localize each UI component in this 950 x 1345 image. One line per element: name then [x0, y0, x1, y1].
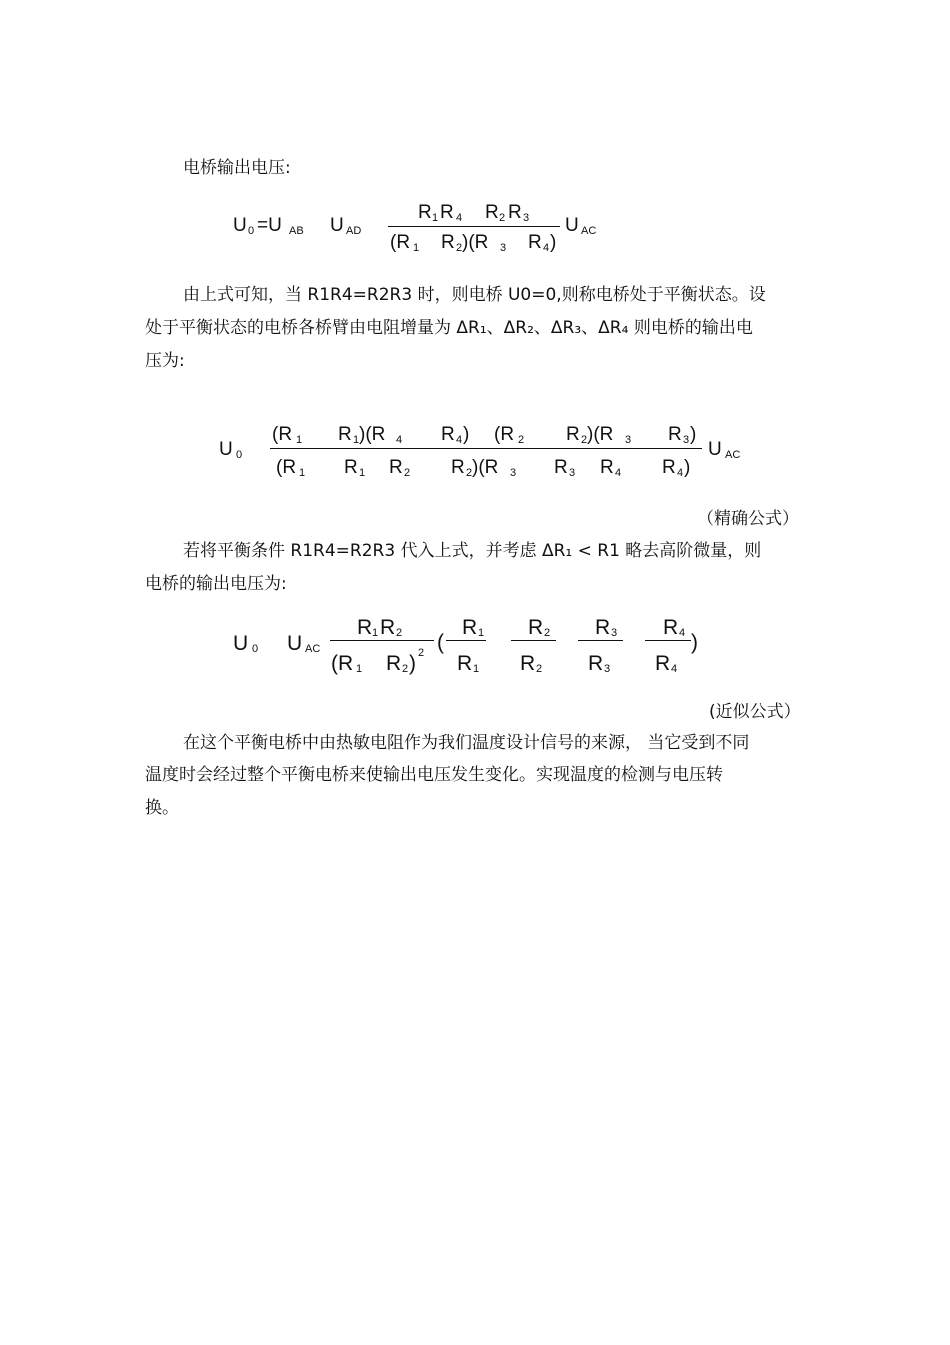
- eq-subscript: 3: [510, 467, 517, 479]
- eq-symbol: R: [600, 457, 614, 478]
- paragraph-approx-line2: 电桥的输出电压为:: [145, 574, 287, 594]
- eq-subscript: 3: [500, 242, 507, 254]
- eq-symbol: ): [684, 457, 691, 478]
- eq-subscript: AC: [305, 643, 321, 655]
- eq-subscript: 4: [677, 467, 684, 479]
- fraction-bar: [578, 640, 623, 641]
- eq-symbol: (R: [276, 457, 297, 478]
- eq-symbol: R: [441, 232, 455, 253]
- paragraph-balance-line2: 处于平衡状态的电桥各桥臂由电阻增量为 ΔR₁、ΔR₂、ΔR₃、ΔR₄ 则电桥的输出电: [145, 318, 753, 338]
- eq-subscript: 1: [372, 627, 379, 639]
- paragraph-intro: 电桥输出电压:: [183, 158, 291, 178]
- eq-symbol: R: [457, 652, 473, 675]
- fraction-bar: [330, 640, 434, 641]
- eq-symbol: R: [528, 232, 542, 253]
- eq-subscript: 4: [396, 434, 403, 446]
- eq-symbol: R: [344, 457, 358, 478]
- eq-symbol: =U: [257, 215, 282, 236]
- eq-symbol: )(R: [359, 424, 386, 445]
- eq-symbol: R: [520, 652, 536, 675]
- eq-subscript: 2: [581, 434, 588, 446]
- eq-subscript: AB: [289, 225, 304, 237]
- eq-subscript: 1: [359, 467, 366, 479]
- eq-subscript: 2: [536, 663, 543, 675]
- eq-subscript: 3: [523, 212, 530, 224]
- eq-symbol: R: [440, 202, 454, 223]
- eq-symbol: (R: [331, 652, 354, 675]
- eq-subscript: 1: [356, 663, 363, 675]
- eq-subscript: 2: [518, 434, 525, 446]
- eq-symbol: )(R: [587, 424, 614, 445]
- eq-symbol: R: [338, 424, 352, 445]
- eq-subscript: 2: [396, 627, 403, 639]
- eq-symbol: )(R: [472, 457, 499, 478]
- fraction-bar: [446, 640, 486, 641]
- eq-symbol: U: [330, 215, 344, 236]
- eq-superscript: 2: [418, 647, 425, 659]
- eq-subscript: 1: [413, 242, 420, 254]
- eq-symbol: R: [663, 616, 679, 639]
- eq-symbol: U: [287, 632, 303, 655]
- eq-symbol: R: [566, 424, 580, 445]
- fraction-bar: [645, 640, 691, 641]
- eq-subscript: 3: [683, 434, 690, 446]
- paragraph-approx-line1: 若将平衡条件 R1R4=R2R3 代入上式，并考虑 ΔR₁ < R1 略去高阶微量，则: [183, 541, 762, 561]
- eq-symbol: ): [690, 424, 697, 445]
- eq-subscript: 1: [299, 467, 306, 479]
- eq-symbol: R: [386, 652, 402, 675]
- eq-subscript: 2: [544, 627, 551, 639]
- fraction-bar: [511, 640, 556, 641]
- paragraph-thermistor-line1: 在这个平衡电桥中由热敏电阻作为我们温度设计信号的来源， 当它受到不同: [183, 733, 750, 753]
- eq-symbol: U: [233, 215, 247, 236]
- eq-symbol: U: [565, 215, 579, 236]
- eq-subscript: 2: [499, 212, 506, 224]
- eq-symbol: R: [389, 457, 403, 478]
- eq-symbol: R: [554, 457, 568, 478]
- eq-symbol: (R: [390, 232, 411, 253]
- eq-symbol: ): [463, 424, 470, 445]
- eq-subscript: 4: [456, 212, 463, 224]
- eq-subscript: 0: [248, 225, 255, 237]
- eq-symbol: R: [668, 424, 682, 445]
- eq-symbol: )(R: [462, 232, 489, 253]
- eq-symbol: (R: [494, 424, 515, 445]
- eq-symbol: ): [691, 631, 698, 654]
- eq-subscript: 0: [236, 449, 243, 461]
- eq-symbol: U: [708, 439, 722, 460]
- eq-subscript: 1: [353, 434, 360, 446]
- eq-symbol: R: [485, 202, 499, 223]
- eq-symbol: R: [441, 424, 455, 445]
- eq-subscript: 4: [456, 434, 463, 446]
- eq-subscript: AC: [581, 225, 597, 237]
- eq-subscript: 3: [625, 434, 632, 446]
- eq-subscript: 4: [679, 627, 686, 639]
- paragraph-balance-line1: 由上式可知，当 R1R4=R2R3 时，则电桥 U0=0,则称电桥处于平衡状态。设: [183, 285, 766, 305]
- eq-subscript: 1: [473, 663, 480, 675]
- eq-symbol: U: [233, 632, 249, 655]
- eq-subscript: 1: [432, 212, 439, 224]
- paragraph-balance-line3: 压为:: [145, 351, 185, 371]
- eq-subscript: 3: [611, 627, 618, 639]
- eq-symbol: R: [662, 457, 676, 478]
- eq-symbol: R: [508, 202, 522, 223]
- eq-subscript: 2: [404, 467, 411, 479]
- eq-symbol: ): [550, 232, 557, 253]
- label-approx-formula: (近似公式）: [709, 702, 801, 722]
- eq-subscript: AC: [725, 449, 741, 461]
- eq-symbol: R: [418, 202, 432, 223]
- eq-subscript: 2: [466, 467, 473, 479]
- eq-symbol: R: [595, 616, 611, 639]
- fraction-bar: [388, 226, 560, 227]
- eq-symbol: R: [451, 457, 465, 478]
- eq-symbol: R: [462, 616, 478, 639]
- eq-subscript: 4: [543, 242, 550, 254]
- eq-symbol: R: [588, 652, 604, 675]
- eq-subscript: 4: [671, 663, 678, 675]
- eq-symbol: R: [528, 616, 544, 639]
- label-exact-formula: （精确公式）: [697, 509, 799, 529]
- eq-subscript: 2: [456, 242, 463, 254]
- eq-symbol: R: [380, 616, 396, 639]
- paragraph-thermistor-line3: 换。: [145, 798, 179, 818]
- eq-symbol: (R: [272, 424, 293, 445]
- eq-subscript: 1: [478, 627, 485, 639]
- eq-subscript: AD: [346, 225, 362, 237]
- eq-symbol: R: [357, 616, 373, 639]
- eq-subscript: 0: [252, 643, 259, 655]
- eq-symbol: U: [219, 439, 233, 460]
- fraction-bar: [270, 448, 702, 449]
- eq-symbol: R: [655, 652, 671, 675]
- eq-subscript: 3: [604, 663, 611, 675]
- eq-symbol: ): [409, 652, 416, 675]
- eq-symbol: (: [437, 631, 444, 654]
- paragraph-thermistor-line2: 温度时会经过整个平衡电桥来使输出电压发生变化。实现温度的检测与电压转: [145, 765, 723, 785]
- eq-subscript: 2: [402, 663, 409, 675]
- eq-subscript: 4: [615, 467, 622, 479]
- eq-subscript: 1: [296, 434, 303, 446]
- eq-subscript: 3: [569, 467, 576, 479]
